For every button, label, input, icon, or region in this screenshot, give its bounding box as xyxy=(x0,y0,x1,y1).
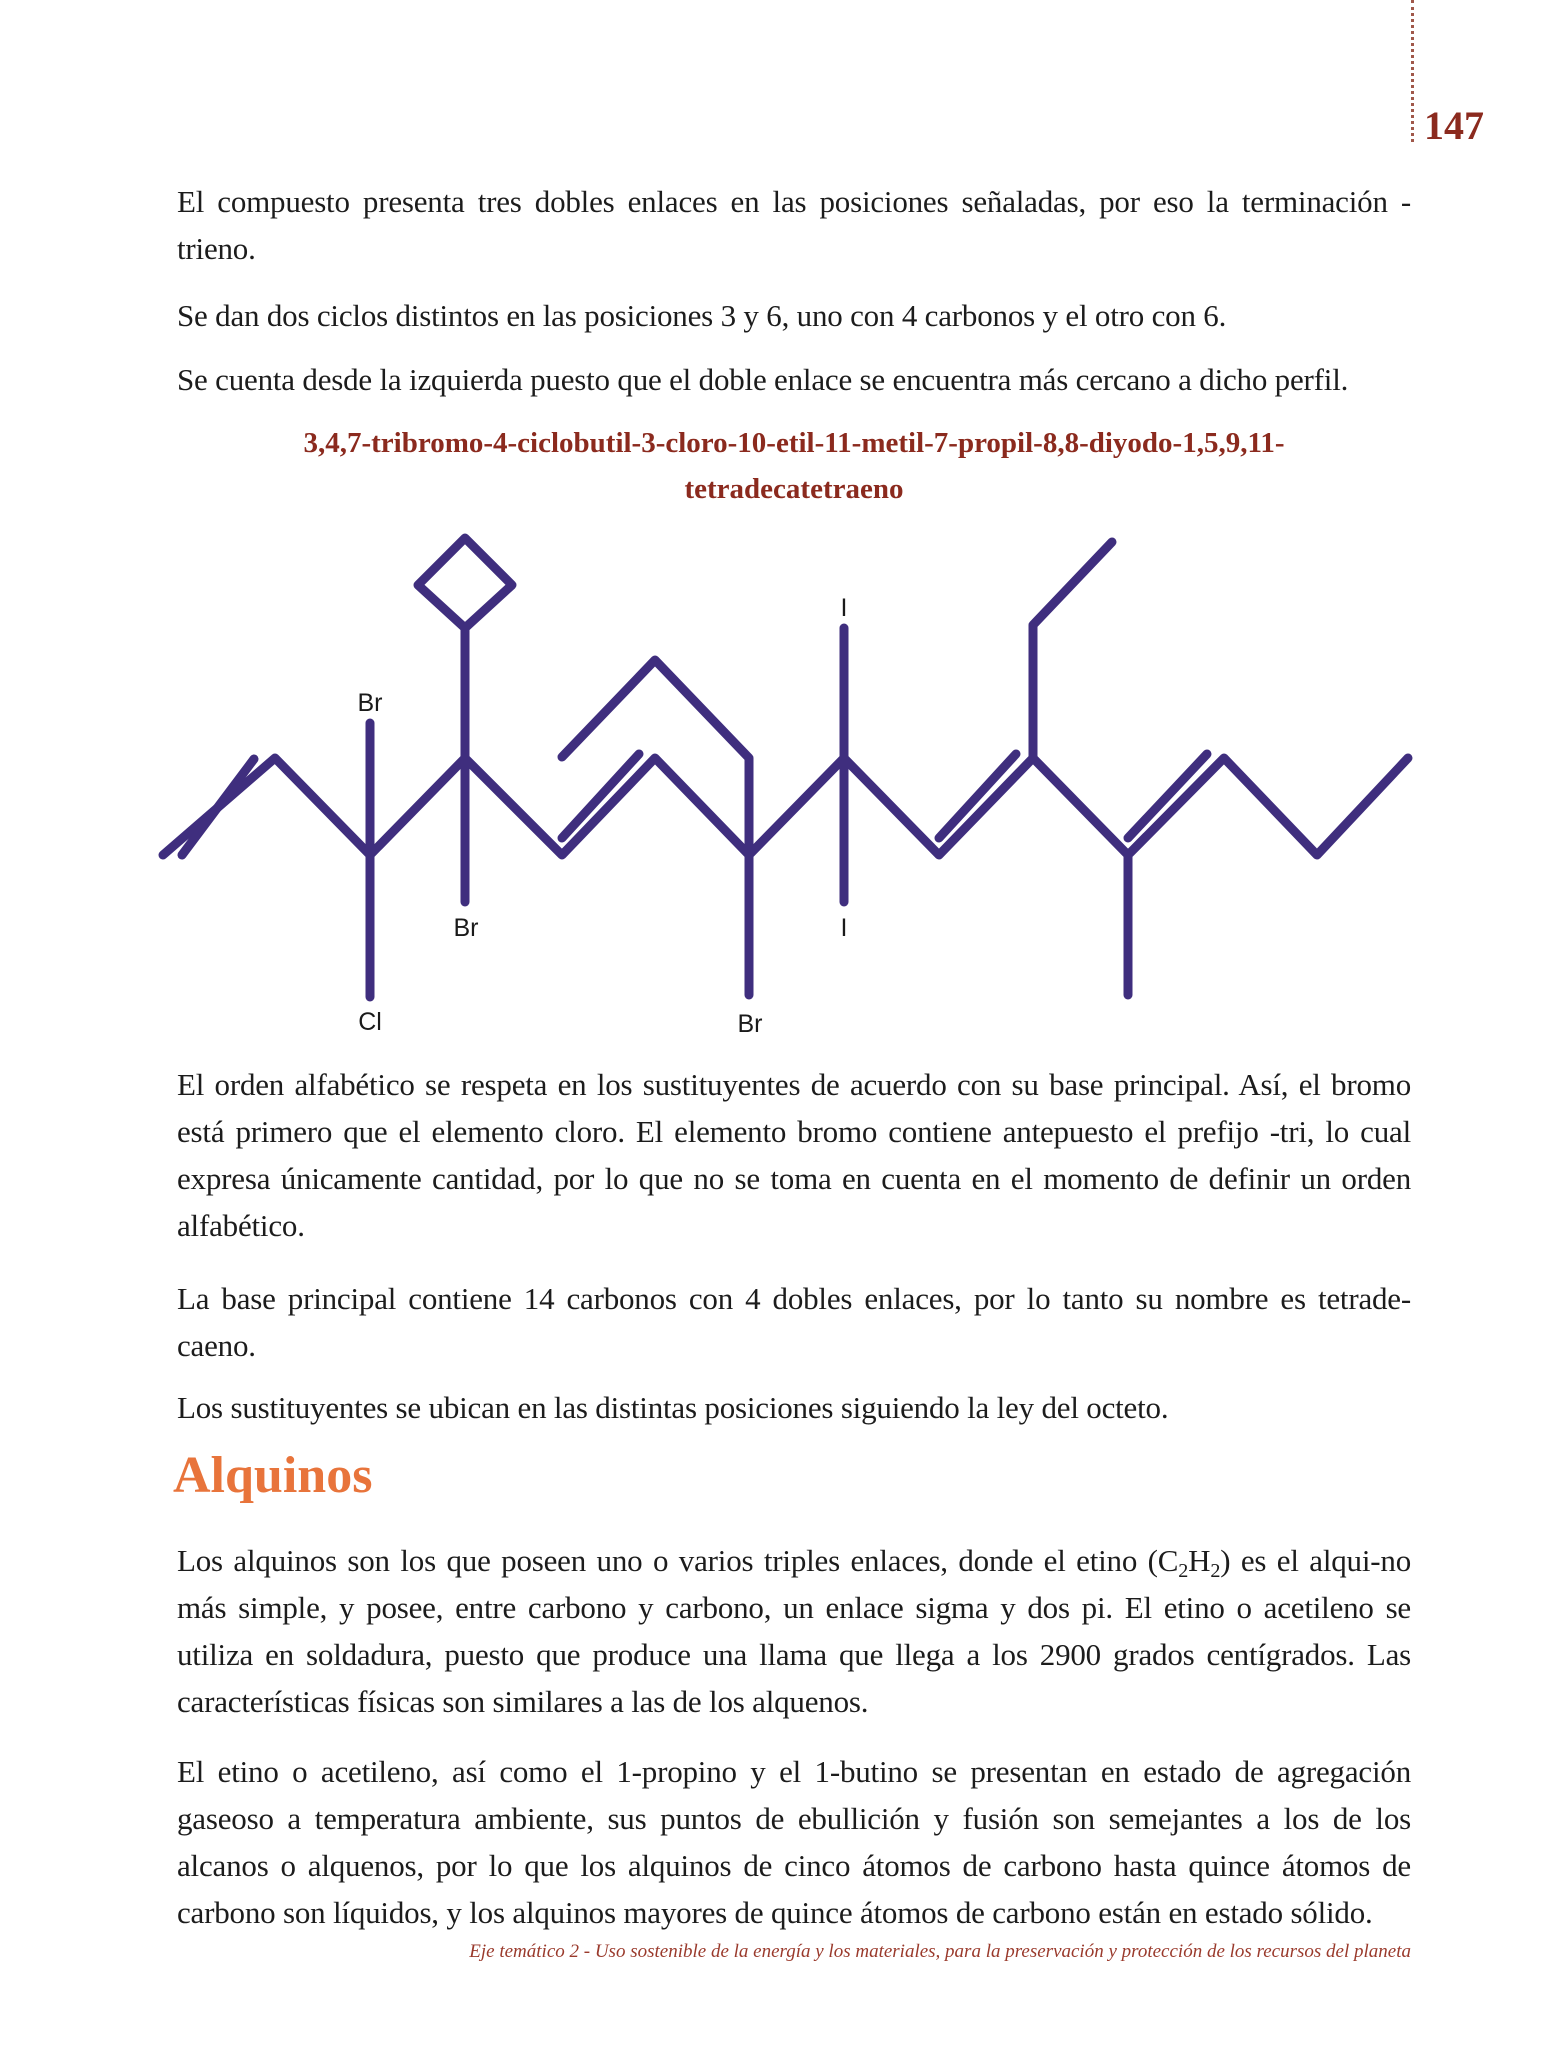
text-after-formula: ) es el alqui-no más simple, y posee, entre carbono y carbono, un enlace sigma y dos pi. El etino o acetileno se utiliza en soldadura, puesto que produce una llama que llega a los 2900 grados centígrados. Las características físicas son similares a las de los alquenos. xyxy=(177,1543,1411,1719)
paragraph-sustituyentes: Los sustituyentes se ubican en las distintas posiciones siguiendo la ley del octeto. xyxy=(177,1390,1169,1425)
paragraph-trieno: El compuesto presenta tres dobles enlaces en las posiciones señaladas, por eso la terminación -trieno. xyxy=(177,184,1411,266)
double-bond-c11-c12 xyxy=(1128,754,1207,838)
label-cl-c3: Cl xyxy=(358,1008,382,1036)
formula-h: H xyxy=(1188,1543,1211,1578)
label-br-c3: Br xyxy=(357,689,383,717)
formula-subscript-h: 2 xyxy=(1210,1560,1221,1583)
double-bond-c9-c10 xyxy=(939,754,1016,838)
cyclobutyl-ring xyxy=(418,538,512,628)
paragraph-alquinos-definicion xyxy=(177,1537,1411,1725)
compound-name-line-1: 3,4,7-tribromo-4-ciclobutil-3-cloro-10-etil-11-metil-7-propil-8,8-diyodo-1,5,9,11- xyxy=(303,427,1285,459)
footer-running-title: Eje temático 2 - Uso sostenible de la energía y los materiales, para la preservación y protección de los recursos del planeta xyxy=(469,1941,1411,1962)
label-i-top-c8: I xyxy=(840,594,848,622)
text-before-formula: Los alquinos son los que poseen uno o varios triples enlaces, donde el etino (C xyxy=(177,1543,1179,1578)
main-chain xyxy=(163,758,1408,855)
label-i-bottom-c8: I xyxy=(840,914,848,942)
paragraph-orden-alfabetico: El orden alfabético se respeta en los sustituyentes de acuerdo con su base principal. Así, el bromo está primero que el elemento cloro. El elemento bromo contiene antepuesto el prefijo -tri, lo cual expresa únicamente cantidad, por lo que no se toma en cuenta en el momento de definir un orden alfabético. xyxy=(177,1067,1411,1243)
compound-name-line-2: tetradecatetraeno xyxy=(684,473,904,505)
page-number: 147 xyxy=(1424,103,1484,148)
paragraph-etino-propiedades: El etino o acetileno, así como el 1-propino y el 1-butino se presentan en estado de agregación gaseoso a temperatura ambiente, sus puntos de ebullición y fusión son semejantes a los de los alcanos o alquenos, por lo que los alquinos de cinco átomos de carbono hasta quince átomos de carbono son líquidos, y los alquinos mayores de quince átomos de carbono están en estado sólido. xyxy=(177,1754,1411,1930)
paragraph-ciclos: Se dan dos ciclos distintos en las posiciones 3 y 6, uno con 4 carbonos y el otro con 6. xyxy=(177,298,1227,333)
double-bond-c1-c2 xyxy=(182,759,254,855)
label-br-c7: Br xyxy=(737,1010,763,1038)
paragraph-base-principal: La base principal contiene 14 carbonos con 4 dobles enlaces, por lo tanto su nombre es tetrade-caeno. xyxy=(177,1281,1411,1363)
section-heading-alquinos: Alquinos xyxy=(173,1447,373,1504)
double-bond-c5-c6 xyxy=(562,754,639,838)
formula-subscript-c: 2 xyxy=(1178,1560,1189,1583)
label-br-c4: Br xyxy=(453,914,479,942)
ethyl-chain xyxy=(1033,542,1112,758)
paragraph-cuenta: Se cuenta desde la izquierda puesto que el doble enlace se encuentra más cercano a dicho perfil. xyxy=(177,362,1349,397)
